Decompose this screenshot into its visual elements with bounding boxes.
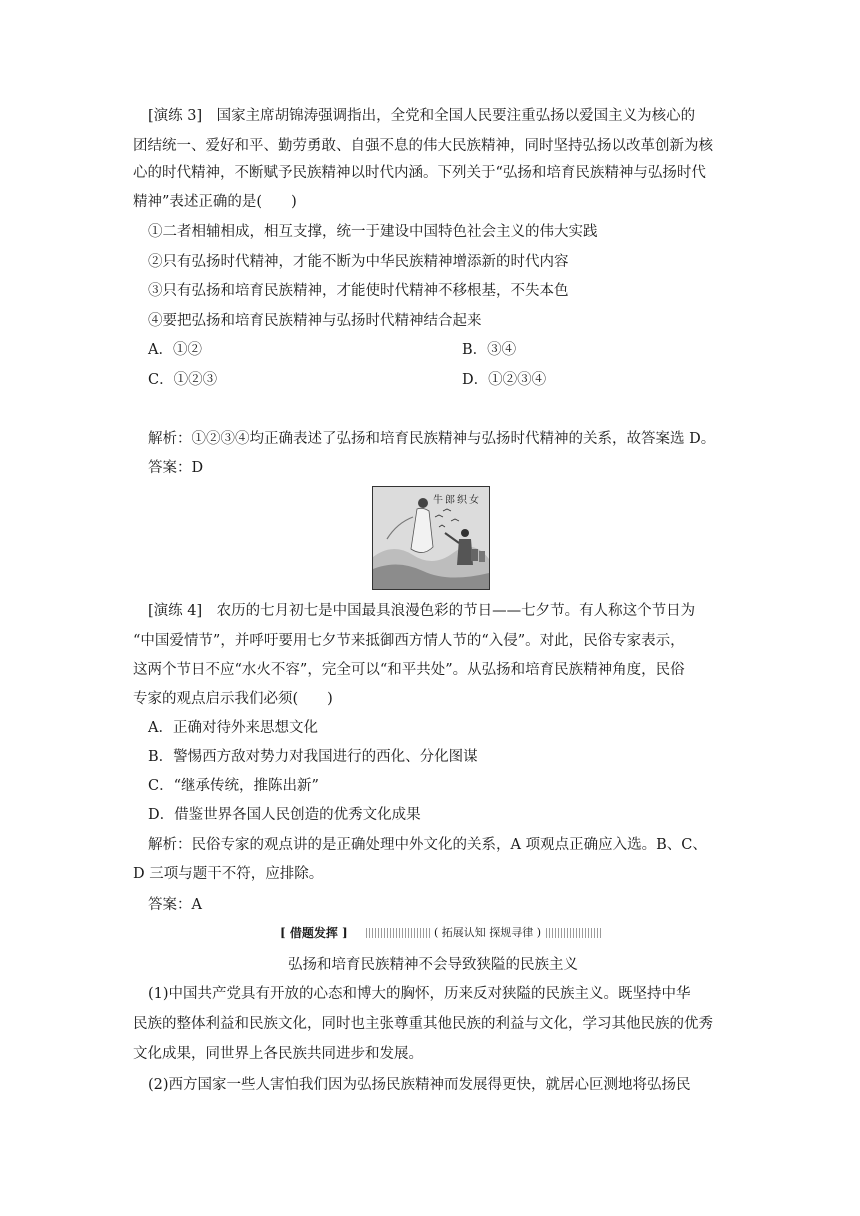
drill3-line-1: [演练 3] 国家主席胡锦涛强调指出，全党和全国人民要注重弘扬以爱国主义为核心的 <box>148 108 696 124</box>
para1-line-2: 民族的整体利益和民族文化，同时也主张尊重其他民族的利益与文化，学习其他民族的优秀 <box>133 1016 713 1032</box>
cowherd-weaver-illustration <box>372 486 490 590</box>
para2-line-1: (2)西方国家一些人害怕我们因为弘扬民族精神而发展得更快，就居心叵测地将弘扬民 <box>148 1077 691 1093</box>
drill3-analysis: 解析：①②③④均正确表述了弘扬和培育民族精神与弘扬时代精神的关系，故答案选 D。 <box>148 431 716 447</box>
drill3-line-3: 心的时代精神，不断赋予民族精神以时代内涵。下列关于“弘扬和培育民族精神与弘扬时代 <box>133 165 706 181</box>
para1-line-3: 文化成果，同世界上各民族共同进步和发展。 <box>133 1046 423 1062</box>
drill3-line-4: 精神”表述正确的是( ) <box>133 194 297 210</box>
section-title: 弘扬和培育民族精神不会导致狭隘的民族主义 <box>288 957 578 973</box>
drill4-analysis-2: D 三项与题干不符，应排除。 <box>133 866 324 882</box>
para1-line-1: (1)中国共产党具有开放的心态和博大的胸怀，历来反对狭隘的民族主义。既坚持中华 <box>148 986 691 1002</box>
drill3-option-c: C．①②③ <box>148 372 218 388</box>
drill4-line-2: “中国爱情节”，并呼吁要用七夕节来抵御西方情人节的“入侵”。对此，民俗专家表示， <box>133 633 685 649</box>
drill3-option-d: D．①②③④ <box>462 372 547 388</box>
drill4-line-4: 专家的观点启示我们必须( ) <box>133 691 333 707</box>
drill3-statement-4: ④要把弘扬和培育民族精神与弘扬时代精神结合起来 <box>148 313 482 329</box>
drill3-statement-3: ③只有弘扬和培育民族精神，才能使时代精神不移根基，不失本色 <box>148 283 569 299</box>
drill4-option-b: B．警惕西方敌对势力对我国进行的西化、分化图谋 <box>148 749 478 765</box>
drill3-statement-2: ②只有弘扬时代精神，才能不断为中华民族精神增添新的时代内容 <box>148 254 569 270</box>
drill4-analysis-1: 解析：民俗专家的观点讲的是正确处理中外文化的关系，A 项观点正确应入选。B、C、 <box>148 837 707 853</box>
section-banner <box>280 925 610 941</box>
drill4-answer: 答案：A <box>148 897 202 913</box>
drill4-line-3: 这两个节日不应“水火不容”，完全可以“和平共处”。从弘扬和培育民族精神角度，民俗 <box>133 662 685 678</box>
drill3-line-2: 团结统一、爱好和平、勤劳勇敢、自强不息的伟大民族精神，同时坚持弘扬以改革创新为核 <box>133 138 713 154</box>
banner-heading: [ 借题发挥 ] <box>280 926 348 940</box>
drill4-option-d: D．借鉴世界各国人民创造的优秀文化成果 <box>148 807 421 823</box>
drill4-line-1: [演练 4] 农历的七月初七是中国最具浪漫色彩的节日——七夕节。有人称这个节日为 <box>148 603 696 619</box>
banner-subheading: ( 拓展认知 探规寻律 ) <box>430 925 545 941</box>
drill3-option-b: B．③④ <box>462 342 517 358</box>
illustration-caption: 牛郎织女 <box>433 495 481 506</box>
drill4-option-c: C．“继承传统，推陈出新” <box>148 778 319 794</box>
drill3-answer: 答案：D <box>148 460 204 476</box>
drill3-option-a: A．①② <box>148 342 202 358</box>
drill3-statement-1: ①二者相辅相成，相互支撑，统一于建设中国特色社会主义的伟大实践 <box>148 224 598 240</box>
drill4-option-a: A．正确对待外来思想文化 <box>148 720 318 736</box>
